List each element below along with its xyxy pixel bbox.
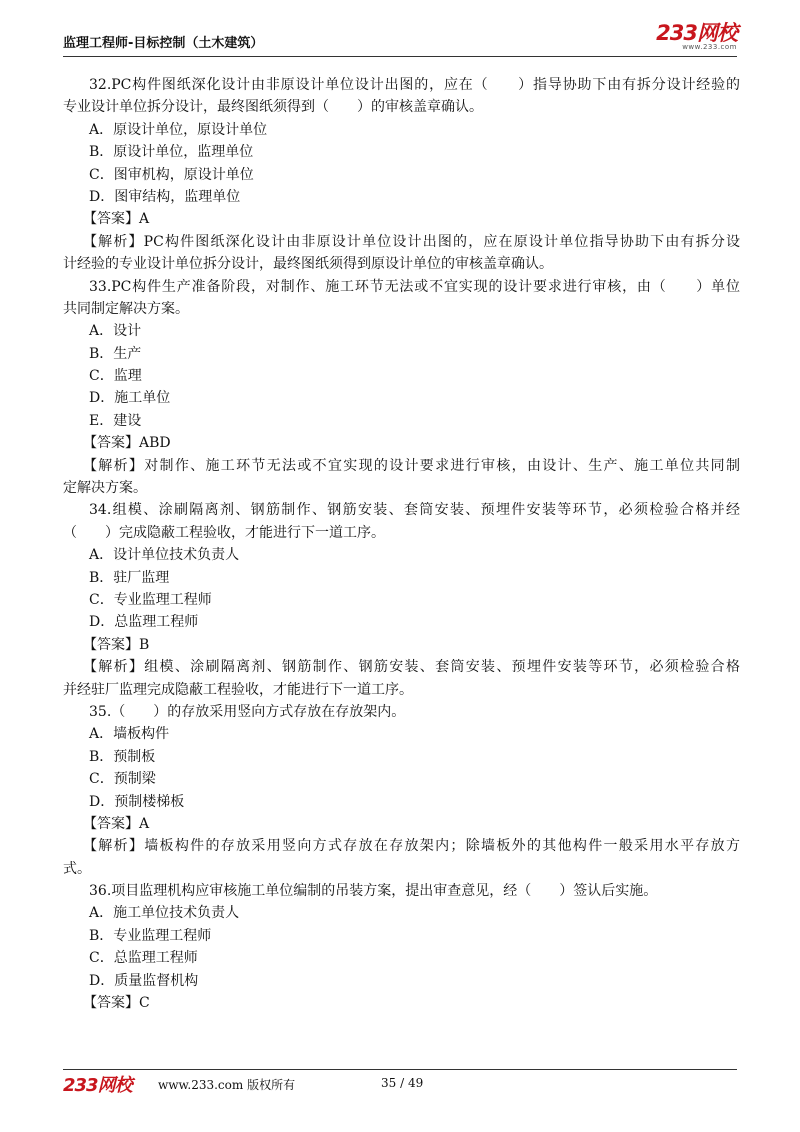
q35-analysis-line-2: 式。 xyxy=(63,860,91,877)
footer-logo[interactable]: 233网校 xyxy=(63,1075,132,1096)
q35-analysis-line-1: 【解析】墙板构件的存放采用竖向方式存放在存放架内；除墙板外的其他构件一般采用水平存放方 xyxy=(83,838,740,855)
q35-option-c: C．预制梁 xyxy=(89,771,156,788)
q34-option-b: B．驻厂监理 xyxy=(89,569,170,586)
q33-option-b: B．生产 xyxy=(89,345,142,362)
q35-option-b: B．预制板 xyxy=(89,748,156,765)
q36-option-c: C．总监理工程师 xyxy=(89,950,198,967)
q33-option-e: E．建设 xyxy=(89,412,142,429)
q32-option-c: C．图审机构，原设计单位 xyxy=(89,166,254,183)
page-header xyxy=(63,20,737,56)
q34-stem-line-1: 34.组模、涂刷隔离剂、钢筋制作、钢筋安装、套筒安装、预埋件安装等环节，必须检验合格并经 xyxy=(89,502,740,519)
page-number: 35 / 49 xyxy=(381,1076,424,1090)
header-divider xyxy=(63,56,737,57)
q34-option-d: D．总监理工程师 xyxy=(89,614,199,631)
q36-option-a: A．施工单位技术负责人 xyxy=(89,905,240,922)
q34-option-a: A．设计单位技术负责人 xyxy=(89,547,240,564)
q34-option-c: C．专业监理工程师 xyxy=(89,591,212,608)
q33-analysis-line-2: 定解决方案。 xyxy=(63,480,147,497)
q32-analysis-line-2: 计经验的专业设计单位拆分设计，最终图纸须得到原设计单位的审核盖章确认。 xyxy=(63,256,553,273)
q33-answer: 【答案】ABD xyxy=(83,435,171,452)
q32-stem-line-2: 专业设计单位拆分设计，最终图纸须得到（ ）的审核盖章确认。 xyxy=(63,99,483,116)
q33-option-c: C．监理 xyxy=(89,368,142,385)
q33-option-d: D．施工单位 xyxy=(89,390,171,407)
logo-text: 233网校 xyxy=(656,21,737,45)
q36-stem: 36.项目监理机构应审核施工单位编制的吊装方案，提出审查意见，经（ ）签认后实施。 xyxy=(89,883,658,900)
q32-analysis-line-1: 【解析】PC构件图纸深化设计由非原设计单位设计出图的，应在原设计单位指导协助下由有拆分设 xyxy=(83,233,740,250)
header-title: 监理工程师-目标控制（土木建筑） xyxy=(63,36,264,51)
q36-option-b: B．专业监理工程师 xyxy=(89,927,212,944)
q32-answer: 【答案】A xyxy=(83,211,150,228)
q35-option-a: A．墙板构件 xyxy=(89,726,170,743)
q36-answer: 【答案】C xyxy=(83,995,150,1012)
q35-stem: 35.（ ）的存放采用竖向方式存放在存放架内。 xyxy=(89,703,406,720)
q32-option-a: A．原设计单位，原设计单位 xyxy=(89,121,268,138)
document-body xyxy=(63,74,740,1014)
q35-answer: 【答案】A xyxy=(83,815,150,832)
q33-analysis-line-1: 【解析】对制作、施工环节无法或不宜实现的设计要求进行审核，由设计、生产、施工单位共同制 xyxy=(83,457,740,474)
q32-option-d: D．图审结构，监理单位 xyxy=(89,188,241,205)
q36-option-d: D．质量监督机构 xyxy=(89,972,199,989)
q32-option-b: B．原设计单位，监理单位 xyxy=(89,144,254,161)
footer-copyright: www.233.com 版权所有 xyxy=(158,1078,296,1092)
q33-stem-line-1: 33.PC构件生产准备阶段，对制作、施工环节无法或不宜实现的设计要求进行审核，由（ ）单位 xyxy=(89,278,740,295)
brand-logo[interactable] xyxy=(656,22,737,51)
q33-stem-line-2: 共同制定解决方案。 xyxy=(63,300,189,317)
q34-analysis-line-2: 并经驻厂监理完成隐蔽工程验收，才能进行下一道工序。 xyxy=(63,681,413,698)
q33-option-a: A．设计 xyxy=(89,323,142,340)
q34-stem-line-2: （ ）完成隐蔽工程验收，才能进行下一道工序。 xyxy=(63,524,385,541)
q34-answer: 【答案】B xyxy=(83,636,150,653)
q35-option-d: D．预制楼梯板 xyxy=(89,793,185,810)
logo-url: www.233.com xyxy=(682,43,737,51)
page-footer xyxy=(63,1071,737,1095)
q34-analysis-line-1: 【解析】组模、涂刷隔离剂、钢筋制作、钢筋安装、套筒安装、预埋件安装等环节，必须检验合格 xyxy=(83,659,740,676)
footer-divider xyxy=(63,1069,737,1070)
q32-stem-line-1: 32.PC构件图纸深化设计由非原设计单位设计出图的，应在（ ）指导协助下由有拆分设计经验的 xyxy=(89,77,740,93)
